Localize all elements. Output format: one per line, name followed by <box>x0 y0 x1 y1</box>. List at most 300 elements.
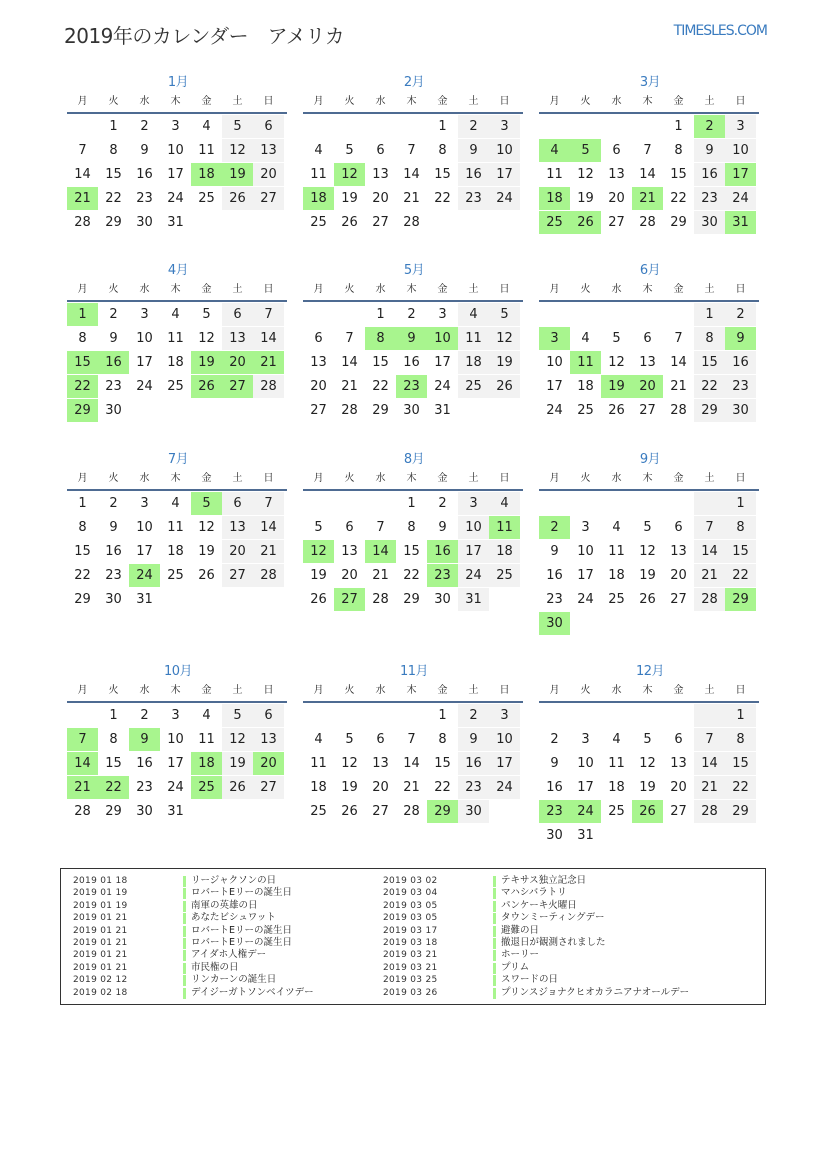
weekday-label: 金 <box>673 96 684 107</box>
holiday-marker <box>183 913 186 924</box>
day-cell: 7 <box>694 516 725 539</box>
day-cell: 4 <box>202 708 211 723</box>
day-cell: 17 <box>136 355 153 370</box>
weekday-label: 火 <box>580 473 591 484</box>
holiday-day-cell: 20 <box>222 351 253 374</box>
day-cell: 18 <box>577 379 594 394</box>
holiday-day-cell: 18 <box>191 752 222 775</box>
day-cell: 20 <box>670 780 687 795</box>
weekday-label: 月 <box>549 284 560 295</box>
day-cell: 31 <box>458 588 489 611</box>
day-cell: 8 <box>109 143 118 158</box>
holiday-day-cell: 20 <box>253 752 284 775</box>
holiday-day-cell: 9 <box>129 728 160 751</box>
day-cell: 24 <box>546 403 563 418</box>
day-cell: 27 <box>608 215 625 230</box>
day-cell: 13 <box>253 139 284 162</box>
day-cell: 7 <box>407 143 416 158</box>
holiday-list-left-column <box>73 875 314 999</box>
empty-day-cell <box>539 303 570 326</box>
day-cell: 5 <box>643 732 652 747</box>
day-cell: 25 <box>458 375 489 398</box>
week-row <box>67 564 289 588</box>
holiday-name: ロバートEリーの誕生日 <box>191 936 293 948</box>
weekday-label: 土 <box>468 96 479 107</box>
holiday-list-item <box>383 949 689 961</box>
holiday-day-cell: 2 <box>539 516 570 539</box>
week-row <box>67 800 289 824</box>
empty-day-cell <box>632 492 663 515</box>
month-title: 5月 <box>403 263 425 278</box>
empty-day-cell <box>160 399 191 422</box>
weekday-label: 日 <box>499 473 510 484</box>
week-row <box>303 399 525 423</box>
empty-day-cell <box>303 303 334 326</box>
day-cell: 27 <box>670 804 687 819</box>
holiday-day-cell: 14 <box>365 540 396 563</box>
holiday-day-cell: 21 <box>253 351 284 374</box>
day-cell: 17 <box>167 756 184 771</box>
day-cell: 22 <box>725 564 756 587</box>
holiday-marker <box>493 950 496 961</box>
day-cell: 7 <box>643 143 652 158</box>
day-cell: 10 <box>577 756 594 771</box>
day-cell: 27 <box>222 564 253 587</box>
holiday-list <box>60 868 766 1005</box>
day-cell: 13 <box>608 167 625 182</box>
day-cell: 26 <box>639 592 656 607</box>
day-cell: 10 <box>489 728 520 751</box>
weekday-label: 水 <box>611 284 622 295</box>
holiday-marker <box>183 938 186 949</box>
day-cell: 17 <box>489 752 520 775</box>
weekday-label: 月 <box>549 473 560 484</box>
weekday-label: 木 <box>406 96 417 107</box>
holiday-list-item <box>73 949 314 961</box>
day-cell: 15 <box>74 544 91 559</box>
day-cell: 11 <box>167 520 184 535</box>
day-cell: 4 <box>581 331 590 346</box>
day-cell: 26 <box>489 375 520 398</box>
day-cell: 4 <box>458 303 489 326</box>
holiday-date: 2019 01 21 <box>73 962 128 973</box>
day-cell: 24 <box>489 187 520 210</box>
holiday-day-cell: 18 <box>303 187 334 210</box>
empty-day-cell <box>222 211 253 234</box>
weekday-label: 木 <box>642 685 653 696</box>
week-row <box>539 588 761 612</box>
day-cell: 14 <box>639 167 656 182</box>
holiday-name: 避難の日 <box>501 924 540 936</box>
holiday-marker <box>493 876 496 887</box>
day-cell: 14 <box>694 752 725 775</box>
empty-day-cell <box>334 492 365 515</box>
day-cell: 5 <box>345 143 354 158</box>
week-row <box>303 163 525 187</box>
day-cell: 19 <box>577 191 594 206</box>
day-cell: 8 <box>438 732 447 747</box>
empty-day-cell <box>601 704 632 727</box>
holiday-day-cell: 18 <box>539 187 570 210</box>
holiday-date: 2019 01 21 <box>73 913 128 924</box>
day-cell: 14 <box>403 756 420 771</box>
day-cell: 3 <box>171 708 180 723</box>
empty-day-cell <box>570 704 601 727</box>
weekday-label: 木 <box>170 284 181 295</box>
day-cell: 17 <box>577 568 594 583</box>
empty-day-cell <box>427 211 458 234</box>
month-title: 3月 <box>639 75 661 90</box>
day-cell: 16 <box>458 752 489 775</box>
holiday-day-cell: 25 <box>539 211 570 234</box>
day-cell: 22 <box>670 191 687 206</box>
empty-day-cell <box>663 612 694 635</box>
week-row <box>303 752 525 776</box>
day-cell: 13 <box>310 355 327 370</box>
month-calendar <box>67 262 289 423</box>
weekday-label: 火 <box>108 685 119 696</box>
weekday-label: 水 <box>375 685 386 696</box>
day-cell: 28 <box>253 564 284 587</box>
day-cell: 21 <box>403 191 420 206</box>
day-cell: 25 <box>198 191 215 206</box>
weekday-label: 木 <box>406 685 417 696</box>
holiday-name: ホーリー <box>501 949 540 961</box>
day-cell: 13 <box>222 516 253 539</box>
day-cell: 23 <box>546 592 563 607</box>
week-row <box>539 752 761 776</box>
holiday-day-cell: 15 <box>67 351 98 374</box>
holiday-day-cell: 11 <box>489 516 520 539</box>
header-divider <box>303 489 523 491</box>
holiday-day-cell: 30 <box>539 612 570 635</box>
day-cell: 27 <box>310 403 327 418</box>
day-cell: 12 <box>639 756 656 771</box>
week-row <box>539 303 761 327</box>
day-cell: 3 <box>438 307 447 322</box>
day-cell: 5 <box>345 732 354 747</box>
holiday-list-item <box>73 875 314 887</box>
weekday-label: 水 <box>611 473 622 484</box>
week-row <box>67 163 289 187</box>
holiday-name: 南軍の英雄の日 <box>191 899 258 911</box>
weekday-label: 土 <box>704 685 715 696</box>
week-row <box>539 516 761 540</box>
holiday-marker <box>183 888 186 899</box>
day-cell: 9 <box>550 756 559 771</box>
holiday-day-cell: 27 <box>334 588 365 611</box>
week-row <box>303 564 525 588</box>
day-cell: 26 <box>222 187 253 210</box>
day-cell: 31 <box>434 403 451 418</box>
week-row <box>539 351 761 375</box>
empty-day-cell <box>334 704 365 727</box>
day-cell: 14 <box>694 540 725 563</box>
day-cell: 14 <box>253 516 284 539</box>
empty-day-cell <box>570 115 601 138</box>
empty-day-cell <box>632 704 663 727</box>
day-cell: 14 <box>74 167 91 182</box>
day-cell: 1 <box>438 708 447 723</box>
week-row <box>67 187 289 211</box>
day-cell: 4 <box>612 520 621 535</box>
day-cell: 12 <box>577 167 594 182</box>
day-cell: 1 <box>438 119 447 134</box>
day-cell: 2 <box>458 704 489 727</box>
holiday-day-cell: 19 <box>191 351 222 374</box>
day-cell: 26 <box>341 215 358 230</box>
day-cell: 19 <box>639 568 656 583</box>
holiday-date: 2019 01 21 <box>73 950 128 961</box>
week-row <box>67 752 289 776</box>
weekday-label: 火 <box>580 685 591 696</box>
day-cell: 22 <box>74 568 91 583</box>
holiday-marker <box>493 913 496 924</box>
day-cell: 30 <box>725 399 756 422</box>
day-cell: 29 <box>725 800 756 823</box>
weekday-label: 火 <box>108 96 119 107</box>
holiday-date: 2019 02 12 <box>73 975 128 986</box>
holiday-day-cell: 10 <box>427 327 458 350</box>
empty-day-cell <box>67 704 98 727</box>
week-row <box>303 211 525 235</box>
day-cell: 10 <box>167 732 184 747</box>
weekday-label: 日 <box>735 96 746 107</box>
week-row <box>303 800 525 824</box>
day-cell: 31 <box>577 828 594 843</box>
weekday-label: 金 <box>437 685 448 696</box>
empty-day-cell <box>303 704 334 727</box>
week-row <box>539 492 761 516</box>
header-divider <box>303 112 523 114</box>
day-cell: 6 <box>674 732 683 747</box>
holiday-day-cell: 5 <box>570 139 601 162</box>
day-cell: 11 <box>310 167 327 182</box>
day-cell: 16 <box>136 167 153 182</box>
holiday-list-item <box>383 912 689 924</box>
day-cell: 3 <box>489 115 520 138</box>
weekday-label: 土 <box>232 473 243 484</box>
weekday-label: 木 <box>170 685 181 696</box>
day-cell: 16 <box>725 351 756 374</box>
holiday-day-cell: 27 <box>222 375 253 398</box>
month-calendar <box>303 451 525 612</box>
holiday-date: 2019 01 18 <box>73 876 128 886</box>
weekday-label: 月 <box>313 685 324 696</box>
day-cell: 18 <box>167 355 184 370</box>
day-cell: 16 <box>458 163 489 186</box>
empty-day-cell <box>725 612 756 635</box>
weekday-label: 火 <box>344 284 355 295</box>
holiday-date: 2019 01 21 <box>73 925 128 936</box>
weekday-label: 日 <box>735 685 746 696</box>
day-cell: 21 <box>403 780 420 795</box>
holiday-day-cell: 2 <box>694 115 725 138</box>
day-cell: 13 <box>253 728 284 751</box>
weekday-label: 火 <box>108 284 119 295</box>
holiday-day-cell: 8 <box>365 327 396 350</box>
week-row <box>539 139 761 163</box>
day-cell: 6 <box>376 143 385 158</box>
day-cell: 2 <box>458 115 489 138</box>
week-row <box>303 588 525 612</box>
holiday-day-cell: 26 <box>632 800 663 823</box>
weekday-label: 木 <box>170 473 181 484</box>
month-calendar <box>67 74 289 235</box>
weekday-label: 火 <box>580 284 591 295</box>
holiday-name: マハシバラトリ <box>501 887 567 899</box>
month-title: 4月 <box>167 263 189 278</box>
holiday-day-cell: 26 <box>570 211 601 234</box>
holiday-day-cell: 12 <box>303 540 334 563</box>
day-cell: 13 <box>222 327 253 350</box>
empty-day-cell <box>663 492 694 515</box>
holiday-name: リージャクソンの日 <box>191 875 277 886</box>
weekday-header <box>67 469 289 489</box>
day-cell: 19 <box>341 191 358 206</box>
day-cell: 21 <box>341 379 358 394</box>
weekday-label: 日 <box>735 284 746 295</box>
weekday-label: 土 <box>468 473 479 484</box>
empty-day-cell <box>694 612 725 635</box>
day-cell: 29 <box>105 215 122 230</box>
week-row <box>303 492 525 516</box>
holiday-date: 2019 03 21 <box>383 950 438 961</box>
day-cell: 4 <box>314 732 323 747</box>
empty-day-cell <box>365 492 396 515</box>
weekday-label: 土 <box>232 96 243 107</box>
day-cell: 5 <box>612 331 621 346</box>
empty-day-cell <box>694 824 725 847</box>
header-divider <box>539 489 759 491</box>
day-cell: 4 <box>202 119 211 134</box>
day-cell: 29 <box>372 403 389 418</box>
day-cell: 19 <box>489 351 520 374</box>
empty-day-cell <box>663 704 694 727</box>
holiday-day-cell: 9 <box>725 327 756 350</box>
month-title: 1月 <box>167 75 189 90</box>
holiday-list-item <box>73 974 314 986</box>
week-row <box>67 351 289 375</box>
week-row <box>539 187 761 211</box>
day-cell: 13 <box>670 544 687 559</box>
day-cell: 30 <box>136 804 153 819</box>
day-cell: 25 <box>608 592 625 607</box>
empty-day-cell <box>222 588 253 611</box>
week-row <box>539 564 761 588</box>
holiday-name: タウンミーティングデー <box>501 912 605 924</box>
day-cell: 17 <box>546 379 563 394</box>
week-row <box>303 115 525 139</box>
header-divider <box>303 701 523 703</box>
day-cell: 11 <box>458 327 489 350</box>
weekday-label: 日 <box>263 685 274 696</box>
empty-day-cell <box>365 704 396 727</box>
holiday-name: あなたビシュワット <box>191 912 276 924</box>
site-brand-logo[interactable]: TIMESLES.COM <box>673 23 767 39</box>
day-cell: 2 <box>407 307 416 322</box>
holiday-day-cell: 23 <box>396 375 427 398</box>
day-cell: 8 <box>78 520 87 535</box>
holiday-day-cell: 23 <box>427 564 458 587</box>
empty-day-cell <box>601 824 632 847</box>
day-cell: 22 <box>403 568 420 583</box>
holiday-day-cell: 20 <box>632 375 663 398</box>
empty-day-cell <box>489 399 520 422</box>
empty-day-cell <box>253 588 284 611</box>
day-cell: 26 <box>198 568 215 583</box>
day-cell: 9 <box>694 139 725 162</box>
day-cell: 21 <box>253 540 284 563</box>
holiday-list-item <box>383 925 689 937</box>
weekday-label: 火 <box>344 685 355 696</box>
weekday-label: 火 <box>580 96 591 107</box>
holiday-day-cell: 24 <box>570 800 601 823</box>
day-cell: 30 <box>546 828 563 843</box>
holiday-date: 2019 01 21 <box>73 937 128 948</box>
day-cell: 10 <box>546 355 563 370</box>
day-cell: 7 <box>253 492 284 515</box>
holiday-list-item <box>73 962 314 974</box>
day-cell: 13 <box>639 355 656 370</box>
weekday-header <box>67 92 289 112</box>
holiday-day-cell: 16 <box>427 540 458 563</box>
weekday-label: 月 <box>77 685 88 696</box>
day-cell: 4 <box>171 307 180 322</box>
holiday-day-cell: 4 <box>539 139 570 162</box>
day-cell: 1 <box>694 303 725 326</box>
weekday-label: 水 <box>611 685 622 696</box>
day-cell: 8 <box>78 331 87 346</box>
day-cell: 12 <box>489 327 520 350</box>
holiday-marker <box>493 963 496 974</box>
holiday-list-item <box>383 875 689 887</box>
day-cell: 1 <box>109 119 118 134</box>
holiday-list-item <box>73 887 314 899</box>
holiday-date: 2019 03 18 <box>383 937 438 948</box>
day-cell: 4 <box>171 496 180 511</box>
day-cell: 7 <box>253 303 284 326</box>
day-cell: 10 <box>458 516 489 539</box>
month-title: 7月 <box>167 452 189 467</box>
empty-day-cell <box>160 588 191 611</box>
holiday-day-cell: 16 <box>98 351 129 374</box>
holiday-name: プリム <box>501 961 530 973</box>
day-cell: 9 <box>458 728 489 751</box>
header-divider <box>303 300 523 302</box>
empty-day-cell <box>67 115 98 138</box>
holiday-name: テキサス独立記念日 <box>501 875 587 886</box>
weekday-label: 金 <box>201 96 212 107</box>
holiday-list-item <box>383 987 689 999</box>
holiday-marker <box>183 950 186 961</box>
month-calendar <box>539 262 761 423</box>
header-divider <box>67 701 287 703</box>
weekday-header <box>67 280 289 300</box>
day-cell: 12 <box>198 520 215 535</box>
day-cell: 15 <box>434 167 451 182</box>
day-cell: 29 <box>670 215 687 230</box>
weekday-header <box>539 681 761 701</box>
day-cell: 4 <box>612 732 621 747</box>
day-cell: 9 <box>109 331 118 346</box>
week-row <box>67 704 289 728</box>
day-cell: 28 <box>74 215 91 230</box>
day-cell: 3 <box>581 520 590 535</box>
day-cell: 1 <box>109 708 118 723</box>
week-row <box>539 327 761 351</box>
day-cell: 8 <box>674 143 683 158</box>
